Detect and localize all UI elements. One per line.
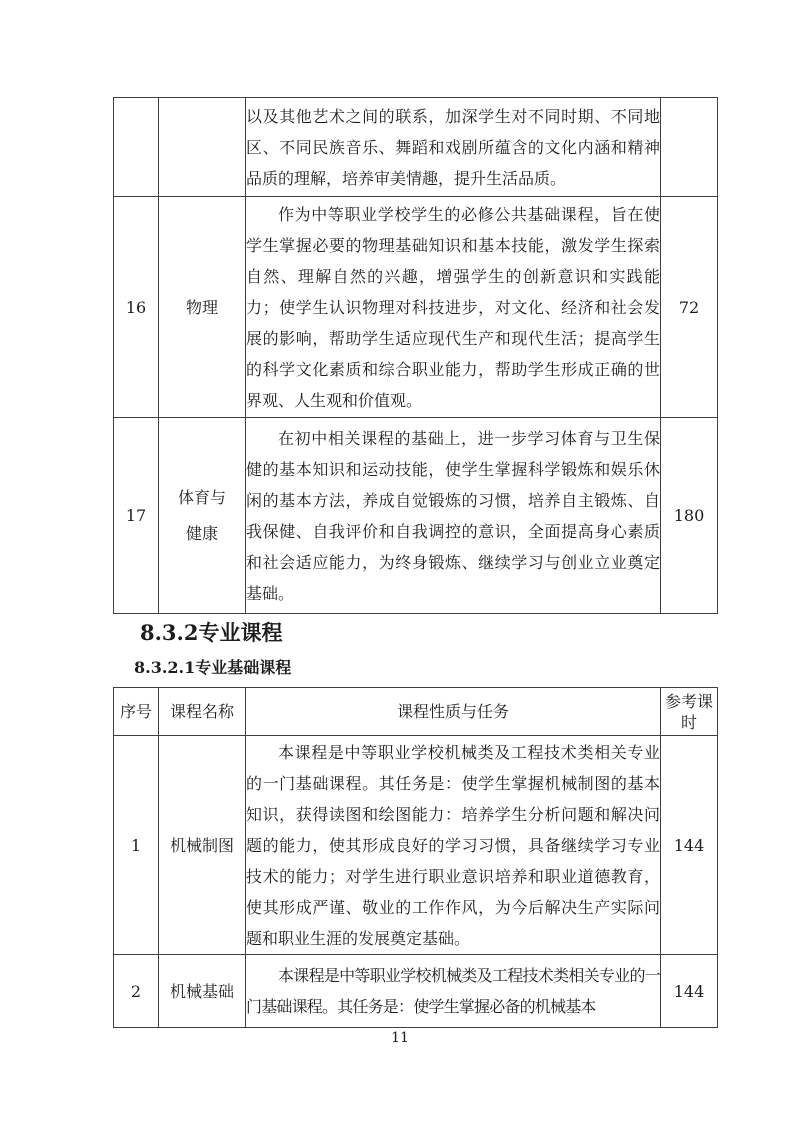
course-name-text: 体育与健康 [177, 487, 226, 543]
course-description-text: 在初中相关课程的基础上，进一步学习体育与卫生保健的基本知识和运动技能，使学生掌握科学锻炼和娱乐休闲的基本方法，养成自觉锻炼的习惯，培养自主锻炼、自我保健、自我评价和自我调控的意识，全面提高身心素质和社会适应能力，为终身锻炼、继续学习与创业立业奠定基础。 [246, 428, 660, 603]
table-row [114, 98, 718, 197]
course-description [246, 736, 661, 955]
header-reference-hours: 参考课时 [661, 688, 718, 736]
course-description [246, 955, 661, 1028]
course-description-text: 本课程是中等职业学校机械类及工程技术类相关专业的一门基础课程。其任务是：使学生掌握机械制图的基本知识，获得读图和绘图能力：培养学生分析问题和解决问题的能力，使其形成良好的学习习惯，具备继续学习专业技术的能力；对学生进行职业意识培养和职业道德教育，使其形成严谨、敬业的工作作风，为今后解决生产实际问题和职业生涯的发展奠定基础。 [246, 742, 660, 948]
table-row [114, 418, 718, 614]
header-course-nature: 课程性质与任务 [246, 688, 661, 736]
course-name [159, 418, 246, 614]
course-seq: 1 [114, 736, 159, 955]
page-number: 11 [391, 1030, 409, 1046]
course-seq: 17 [114, 418, 159, 614]
table-row [114, 197, 718, 418]
course-hours: 180 [661, 418, 718, 614]
course-description-text: 作为中等职业学校学生的必修公共基础课程，旨在使学生掌握必要的物理基础知识和基本技能，激发学生探索自然、理解自然的兴趣，增强学生的创新意识和实践能力；使学生认识物理对科技进步，对文化、经济和社会发展的影响，帮助学生适应现代生产和现代生活；提高学生的科学文化素质和综合职业能力，帮助学生形成正确的世界观、人生观和价值观。 [246, 204, 660, 410]
course-description-text: 本课程是中等职业学校机械类及工程技术类相关专业的一门基础课程。其任务是：使学生掌握必备的机械基本 [246, 966, 660, 1016]
course-description [246, 98, 661, 197]
public-courses-table [113, 97, 718, 614]
table-row [114, 736, 718, 955]
header-seq: 序号 [114, 688, 159, 736]
course-name [159, 98, 246, 197]
course-description-text: 以及其他艺术之间的联系，加深学生对不同时期、不同地区、不同民族音乐、舞蹈和戏剧所蕴含的文化内涵和精神品质的理解，培养审美情趣，提升生活品质。 [246, 106, 660, 188]
section-heading: 8.3.2专业课程 [140, 620, 283, 645]
course-seq: 2 [114, 955, 159, 1028]
course-description [246, 418, 661, 614]
course-name: 机械制图 [159, 736, 246, 955]
course-hours: 72 [661, 197, 718, 418]
table-row [114, 955, 718, 1028]
course-name: 机械基础 [159, 955, 246, 1028]
header-course-name: 课程名称 [159, 688, 246, 736]
course-hours: 144 [661, 955, 718, 1028]
course-name: 物理 [159, 197, 246, 418]
course-description [246, 197, 661, 418]
course-seq [114, 98, 159, 197]
subsection-heading: 8.3.2.1专业基础课程 [134, 658, 292, 677]
table-header-row [114, 688, 718, 736]
course-hours: 144 [661, 736, 718, 955]
professional-basic-courses-table [113, 687, 718, 1028]
course-hours [661, 98, 718, 197]
course-seq: 16 [114, 197, 159, 418]
page-content [113, 97, 723, 1028]
